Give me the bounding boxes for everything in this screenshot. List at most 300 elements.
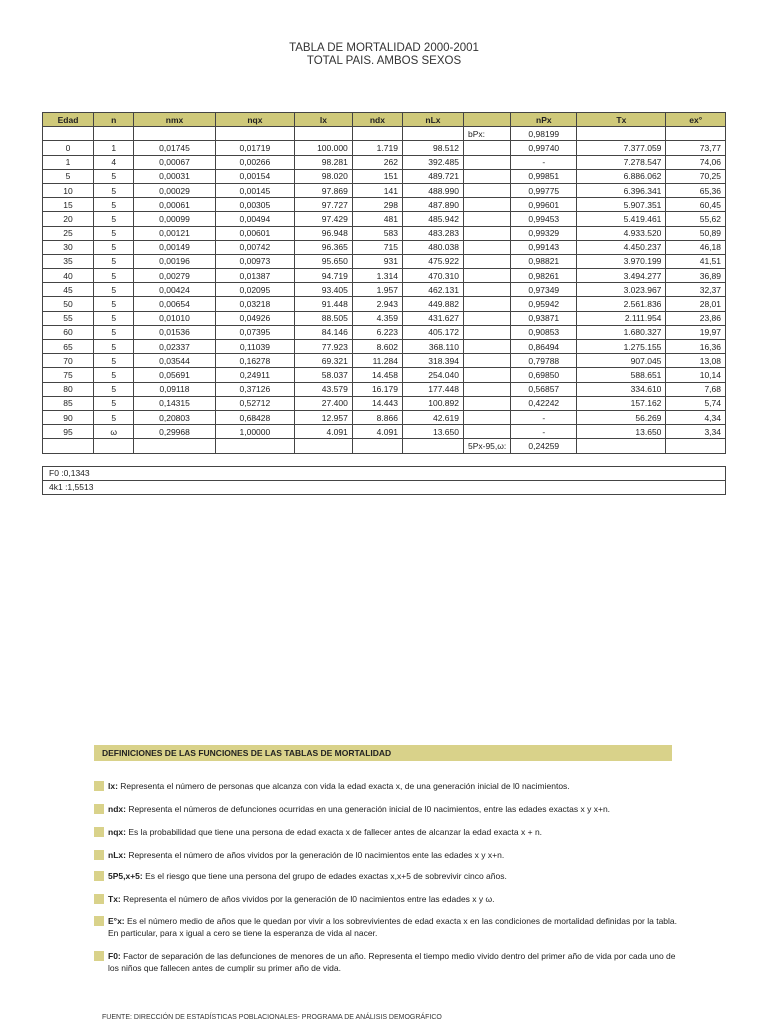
table-row [43, 311, 726, 325]
cell-npx: - [511, 425, 577, 439]
cell-nlx: 98.512 [402, 141, 463, 155]
cell-edad: 50 [43, 297, 94, 311]
cell-nlx: 392.485 [402, 155, 463, 169]
cell-label: bPx: [463, 127, 510, 141]
cell-lx: 96.948 [295, 226, 353, 240]
title-line-2: TOTAL PAIS. AMBOS SEXOS [306, 55, 462, 67]
cell-tx: 2.111.954 [577, 311, 666, 325]
cell-ex: 3,34 [666, 425, 726, 439]
cell-nmx: 0,01536 [134, 325, 215, 339]
cell-lx: 88.505 [295, 311, 353, 325]
definition-text: Es el número medio de años que le quedan por vivir a los sobrevivientes de edad exacta x en las condiciones de mortalidad definidas por la tabla. En particular, para x igual a cero se tiene la esperanza de vida al nacer. [108, 916, 678, 938]
cell-n: 1 [94, 141, 134, 155]
cell-nlx: 475.922 [402, 254, 463, 268]
cell-npx: 0,86494 [511, 340, 577, 354]
cell-ndx: 151 [352, 169, 402, 183]
table-row [43, 198, 726, 212]
cell-edad: 35 [43, 254, 94, 268]
cell-nmx: 0,01010 [134, 311, 215, 325]
cell-lx: 98.281 [295, 155, 353, 169]
cell-nlx: 489.721 [402, 169, 463, 183]
cell-n: 5 [94, 283, 134, 297]
header-n: n [94, 113, 134, 127]
cell-ndx: 16.179 [352, 382, 402, 396]
cell-edad: 80 [43, 382, 94, 396]
cell-n: 5 [94, 169, 134, 183]
definition-text: Representa el número de años vividos por la generación de l0 nacimientos entre las edades x y ω. [120, 894, 495, 904]
cell-n: 5 [94, 325, 134, 339]
cell-nqx: 0,52712 [215, 396, 295, 410]
cell-tx: 1.680.327 [577, 325, 666, 339]
cell-ndx: 2.943 [352, 297, 402, 311]
cell-nmx: 0,01745 [134, 141, 215, 155]
cell-npx: 0,93871 [511, 311, 577, 325]
cell-ndx: 1.314 [352, 269, 402, 283]
cell-edad: 25 [43, 226, 94, 240]
cell-n: 5 [94, 340, 134, 354]
cell-tx: 3.970.199 [577, 254, 666, 268]
definition-item [94, 893, 684, 905]
definition-item [94, 780, 684, 792]
cell-ndx: 1.957 [352, 283, 402, 297]
cell-ex: 7,68 [666, 382, 726, 396]
cell-nmx: 0,03544 [134, 354, 215, 368]
cell-lx: 93.405 [295, 283, 353, 297]
definition-term: Tx: [108, 894, 121, 904]
cell-tx [577, 439, 666, 453]
definition-term: nLx: [108, 850, 126, 860]
cell-nlx: 318.394 [402, 354, 463, 368]
cell-n: 5 [94, 254, 134, 268]
cell-lx: 96.365 [295, 240, 353, 254]
cell-nqx: 0,11039 [215, 340, 295, 354]
cell-n: 4 [94, 155, 134, 169]
table-header-row [43, 113, 726, 127]
cell-npx: 0,99143 [511, 240, 577, 254]
cell-nmx: 0,02337 [134, 340, 215, 354]
cell-nqx: 0,00973 [215, 254, 295, 268]
cell-label [463, 354, 510, 368]
cell-tx: 6.886.062 [577, 169, 666, 183]
bullet-square-icon [94, 894, 104, 904]
cell-ndx: 1.719 [352, 141, 402, 155]
table-row [43, 240, 726, 254]
table-row [43, 439, 726, 453]
cell-ex: 46,18 [666, 240, 726, 254]
table-row [43, 354, 726, 368]
cell-ndx: 298 [352, 198, 402, 212]
cell-nqx: 0,00494 [215, 212, 295, 226]
cell-label [463, 226, 510, 240]
table-row [43, 340, 726, 354]
header-edad: Edad [43, 113, 94, 127]
cell-lx: 84.146 [295, 325, 353, 339]
cell-label [463, 340, 510, 354]
cell-edad: 75 [43, 368, 94, 382]
table-row [43, 226, 726, 240]
cell-n: 5 [94, 212, 134, 226]
cell-nqx: 0,01387 [215, 269, 295, 283]
definition-text: Representa el número de personas que alcanza con vida la edad exacta x, de una generación inicial de l0 nacimientos. [117, 781, 570, 791]
cell-lx: 77.923 [295, 340, 353, 354]
cell-lx: 91.448 [295, 297, 353, 311]
table-row [43, 368, 726, 382]
bullet-square-icon [94, 916, 104, 926]
cell-nqx: 0,02095 [215, 283, 295, 297]
cell-nmx: 0,00279 [134, 269, 215, 283]
definition-text: Factor de separación de las defunciones de menores de un año. Representa el tiempo medio vivido dentro del primer año de vida por cada uno de los niños que fallecen antes de cumplir su primer año de vida. [108, 951, 676, 973]
cell-ex: 70,25 [666, 169, 726, 183]
cell-nqx: 0,03218 [215, 297, 295, 311]
cell-tx: 4.450.237 [577, 240, 666, 254]
cell-nqx: 0,37126 [215, 382, 295, 396]
cell-nmx: 0,00029 [134, 183, 215, 197]
cell-n: 5 [94, 410, 134, 424]
cell-label [463, 410, 510, 424]
table-row [43, 183, 726, 197]
table-row [43, 127, 726, 141]
cell-tx: 588.651 [577, 368, 666, 382]
table-row [43, 382, 726, 396]
cell-ndx: 6.223 [352, 325, 402, 339]
cell-edad: 65 [43, 340, 94, 354]
cell-lx: 97.869 [295, 183, 353, 197]
cell-edad: 70 [43, 354, 94, 368]
definition-item [94, 870, 684, 882]
cell-nmx: 0,20803 [134, 410, 215, 424]
definition-item [94, 950, 684, 974]
cell-n: 5 [94, 183, 134, 197]
definition-item [94, 849, 684, 861]
cell-nqx: 0,00154 [215, 169, 295, 183]
cell-tx: 6.396.341 [577, 183, 666, 197]
cell-nlx: 485.942 [402, 212, 463, 226]
cell-lx: 94.719 [295, 269, 353, 283]
header-nmx: nmx [134, 113, 215, 127]
table-row [43, 283, 726, 297]
cell-nlx: 470.310 [402, 269, 463, 283]
cell-ndx [352, 439, 402, 453]
cell-label [463, 183, 510, 197]
cell-nmx: 0,00149 [134, 240, 215, 254]
cell-ex [666, 439, 726, 453]
cell-edad: 55 [43, 311, 94, 325]
cell-nmx: 0,09118 [134, 382, 215, 396]
cell-nmx: 0,14315 [134, 396, 215, 410]
cell-npx: 0,99453 [511, 212, 577, 226]
cell-tx: 2.561.836 [577, 297, 666, 311]
cell-tx [577, 127, 666, 141]
cell-nqx: 0,24911 [215, 368, 295, 382]
cell-tx: 1.275.155 [577, 340, 666, 354]
cell-label [463, 240, 510, 254]
table-row [43, 297, 726, 311]
bullet-square-icon [94, 871, 104, 881]
cell-label [463, 311, 510, 325]
cell-label [463, 382, 510, 396]
cell-label [463, 155, 510, 169]
cell-ndx: 583 [352, 226, 402, 240]
cell-nqx [215, 127, 295, 141]
table-row [43, 396, 726, 410]
cell-edad: 60 [43, 325, 94, 339]
cell-n: 5 [94, 382, 134, 396]
cell-lx: 100.000 [295, 141, 353, 155]
header-nqx: nqx [215, 113, 295, 127]
cell-ndx: 8.602 [352, 340, 402, 354]
cell-lx: 12.957 [295, 410, 353, 424]
table-row [43, 269, 726, 283]
table-row [43, 169, 726, 183]
table-body [43, 127, 726, 453]
cell-ex: 50,89 [666, 226, 726, 240]
cell-ndx: 4.359 [352, 311, 402, 325]
cell-npx: 0,95942 [511, 297, 577, 311]
table-row [43, 212, 726, 226]
definition-text: Representa el números de defunciones ocurridas en una generación inicial de l0 nacimientos, entre las edades exactas x y x+n. [125, 804, 611, 814]
cell-label [463, 198, 510, 212]
cell-nqx: 0,00742 [215, 240, 295, 254]
cell-nmx: 0,00424 [134, 283, 215, 297]
definition-item [94, 915, 684, 939]
table-row [43, 425, 726, 439]
cell-n: 5 [94, 311, 134, 325]
cell-nmx: 0,00031 [134, 169, 215, 183]
cell-npx: 0,42242 [511, 396, 577, 410]
cell-nlx: 480.038 [402, 240, 463, 254]
cell-tx: 157.162 [577, 396, 666, 410]
cell-label [463, 254, 510, 268]
cell-nqx: 0,01719 [215, 141, 295, 155]
table-row [43, 325, 726, 339]
cell-npx: 0,69850 [511, 368, 577, 382]
cell-ex: 28,01 [666, 297, 726, 311]
cell-ex: 5,74 [666, 396, 726, 410]
bullet-square-icon [94, 804, 104, 814]
cell-nqx: 0,00601 [215, 226, 295, 240]
cell-edad: 1 [43, 155, 94, 169]
cell-npx: 0,99740 [511, 141, 577, 155]
cell-n: ω [94, 425, 134, 439]
definition-text: Es el riesgo que tiene una persona del grupo de edades exactas x,x+5 de sobrevivir cinco años. [142, 871, 507, 881]
cell-ndx: 8.866 [352, 410, 402, 424]
cell-tx: 13.650 [577, 425, 666, 439]
cell-ndx: 14.458 [352, 368, 402, 382]
cell-label [463, 212, 510, 226]
cell-nlx: 483.283 [402, 226, 463, 240]
cell-label [463, 141, 510, 155]
cell-n: 5 [94, 226, 134, 240]
cell-nlx: 449.882 [402, 297, 463, 311]
definition-term: ndx: [108, 804, 126, 814]
cell-tx: 4.933.520 [577, 226, 666, 240]
cell-npx: 0,24259 [511, 439, 577, 453]
cell-nlx: 100.892 [402, 396, 463, 410]
cell-edad: 15 [43, 198, 94, 212]
cell-edad [43, 127, 94, 141]
cell-nmx: 0,00121 [134, 226, 215, 240]
table-row [43, 254, 726, 268]
cell-nmx: 0,00067 [134, 155, 215, 169]
cell-npx: 0,98821 [511, 254, 577, 268]
cell-tx: 7.377.059 [577, 141, 666, 155]
cell-ex: 23,86 [666, 311, 726, 325]
cell-lx: 4.091 [295, 425, 353, 439]
cell-ex: 65,36 [666, 183, 726, 197]
bullet-square-icon [94, 827, 104, 837]
cell-edad: 30 [43, 240, 94, 254]
cell-nqx: 0,68428 [215, 410, 295, 424]
cell-edad: 5 [43, 169, 94, 183]
cell-ex: 16,36 [666, 340, 726, 354]
note-4k1: 4k1 :1,5513 [43, 481, 726, 495]
bullet-square-icon [94, 951, 104, 961]
cell-tx: 3.023.967 [577, 283, 666, 297]
cell-nlx [402, 439, 463, 453]
cell-lx: 43.579 [295, 382, 353, 396]
cell-nmx [134, 127, 215, 141]
cell-tx: 56.269 [577, 410, 666, 424]
cell-ex: 19,97 [666, 325, 726, 339]
cell-edad: 85 [43, 396, 94, 410]
cell-nqx: 0,04926 [215, 311, 295, 325]
cell-npx: 0,79788 [511, 354, 577, 368]
cell-npx: 0,90853 [511, 325, 577, 339]
cell-n: 5 [94, 354, 134, 368]
cell-ex: 74,06 [666, 155, 726, 169]
table-row [43, 141, 726, 155]
header-nlx: nLx [402, 113, 463, 127]
cell-ex [666, 127, 726, 141]
cell-label [463, 368, 510, 382]
cell-edad: 45 [43, 283, 94, 297]
cell-n: 5 [94, 198, 134, 212]
cell-npx: 0,98199 [511, 127, 577, 141]
cell-label [463, 297, 510, 311]
cell-ndx: 931 [352, 254, 402, 268]
cell-nqx: 0,00266 [215, 155, 295, 169]
cell-nlx: 405.172 [402, 325, 463, 339]
cell-nmx: 0,29968 [134, 425, 215, 439]
header-lx: lx [295, 113, 353, 127]
cell-lx [295, 127, 353, 141]
cell-tx: 334.610 [577, 382, 666, 396]
cell-label [463, 283, 510, 297]
mortality-table [42, 112, 726, 454]
cell-tx: 5.907.351 [577, 198, 666, 212]
definition-item [94, 803, 684, 815]
definition-text: Es la probabilidad que tiene una persona de edad exacta x de fallecer antes de alcanzar la edad exacta x + n. [125, 827, 543, 837]
header-npx: nPx [511, 113, 577, 127]
cell-ex: 10,14 [666, 368, 726, 382]
document-title [0, 42, 768, 68]
cell-label [463, 325, 510, 339]
cell-ex: 73,77 [666, 141, 726, 155]
cell-npx: 0,99329 [511, 226, 577, 240]
cell-lx: 69.321 [295, 354, 353, 368]
cell-nlx: 254.040 [402, 368, 463, 382]
cell-label [463, 169, 510, 183]
cell-nmx: 0,00196 [134, 254, 215, 268]
definition-term: nqx: [108, 827, 126, 837]
cell-ndx: 481 [352, 212, 402, 226]
cell-nlx: 42.619 [402, 410, 463, 424]
cell-label [463, 269, 510, 283]
cell-nmx: 0,00654 [134, 297, 215, 311]
cell-edad: 10 [43, 183, 94, 197]
cell-ndx [352, 127, 402, 141]
cell-nmx: 0,00061 [134, 198, 215, 212]
cell-ex: 4,34 [666, 410, 726, 424]
cell-edad: 0 [43, 141, 94, 155]
definition-term: E°x: [108, 916, 125, 926]
cell-nqx: 0,16278 [215, 354, 295, 368]
cell-lx: 27.400 [295, 396, 353, 410]
cell-nlx: 431.627 [402, 311, 463, 325]
note-row [43, 481, 726, 495]
definition-text: Representa el número de años vividos por la generación de l0 nacimientos ente las edades x y x+n. [125, 850, 505, 860]
definition-item [94, 826, 684, 838]
cell-edad: 90 [43, 410, 94, 424]
header-ex: ex° [666, 113, 726, 127]
cell-nmx: 0,00099 [134, 212, 215, 226]
cell-npx: 0,99851 [511, 169, 577, 183]
definition-term: 5P5,x+5: [108, 871, 143, 881]
cell-label [463, 425, 510, 439]
cell-lx [295, 439, 353, 453]
cell-nlx: 462.131 [402, 283, 463, 297]
definition-term: F0: [108, 951, 121, 961]
cell-n [94, 439, 134, 453]
table-row [43, 410, 726, 424]
cell-label: 5Px-95,ω: [463, 439, 510, 453]
cell-npx: 0,99775 [511, 183, 577, 197]
definition-term: lx: [108, 781, 118, 791]
cell-ndx: 262 [352, 155, 402, 169]
cell-npx: - [511, 155, 577, 169]
cell-ex: 32,37 [666, 283, 726, 297]
cell-nlx: 487.890 [402, 198, 463, 212]
cell-label [463, 396, 510, 410]
cell-tx: 907.045 [577, 354, 666, 368]
cell-tx: 3.494.277 [577, 269, 666, 283]
cell-npx: 0,56857 [511, 382, 577, 396]
table-row [43, 155, 726, 169]
cell-edad: 40 [43, 269, 94, 283]
bullet-square-icon [94, 781, 104, 791]
header-blank [463, 113, 510, 127]
cell-n: 5 [94, 396, 134, 410]
header-ndx: ndx [352, 113, 402, 127]
cell-nmx: 0,05691 [134, 368, 215, 382]
bullet-square-icon [94, 850, 104, 860]
source-footer: FUENTE: DIRECCIÓN DE ESTADÍSTICAS POBLACIONALES- PROGRAMA DE ANÁLISIS DEMOGRÁFICO [102, 1014, 442, 1021]
cell-n [94, 127, 134, 141]
cell-n: 5 [94, 240, 134, 254]
cell-ndx: 4.091 [352, 425, 402, 439]
cell-nlx: 368.110 [402, 340, 463, 354]
cell-npx: 0,97349 [511, 283, 577, 297]
cell-ex: 60,45 [666, 198, 726, 212]
cell-n: 5 [94, 368, 134, 382]
cell-edad [43, 439, 94, 453]
cell-ex: 41,51 [666, 254, 726, 268]
cell-nqx: 0,07395 [215, 325, 295, 339]
note-row [43, 467, 726, 481]
cell-lx: 58.037 [295, 368, 353, 382]
cell-nlx [402, 127, 463, 141]
cell-nlx: 13.650 [402, 425, 463, 439]
